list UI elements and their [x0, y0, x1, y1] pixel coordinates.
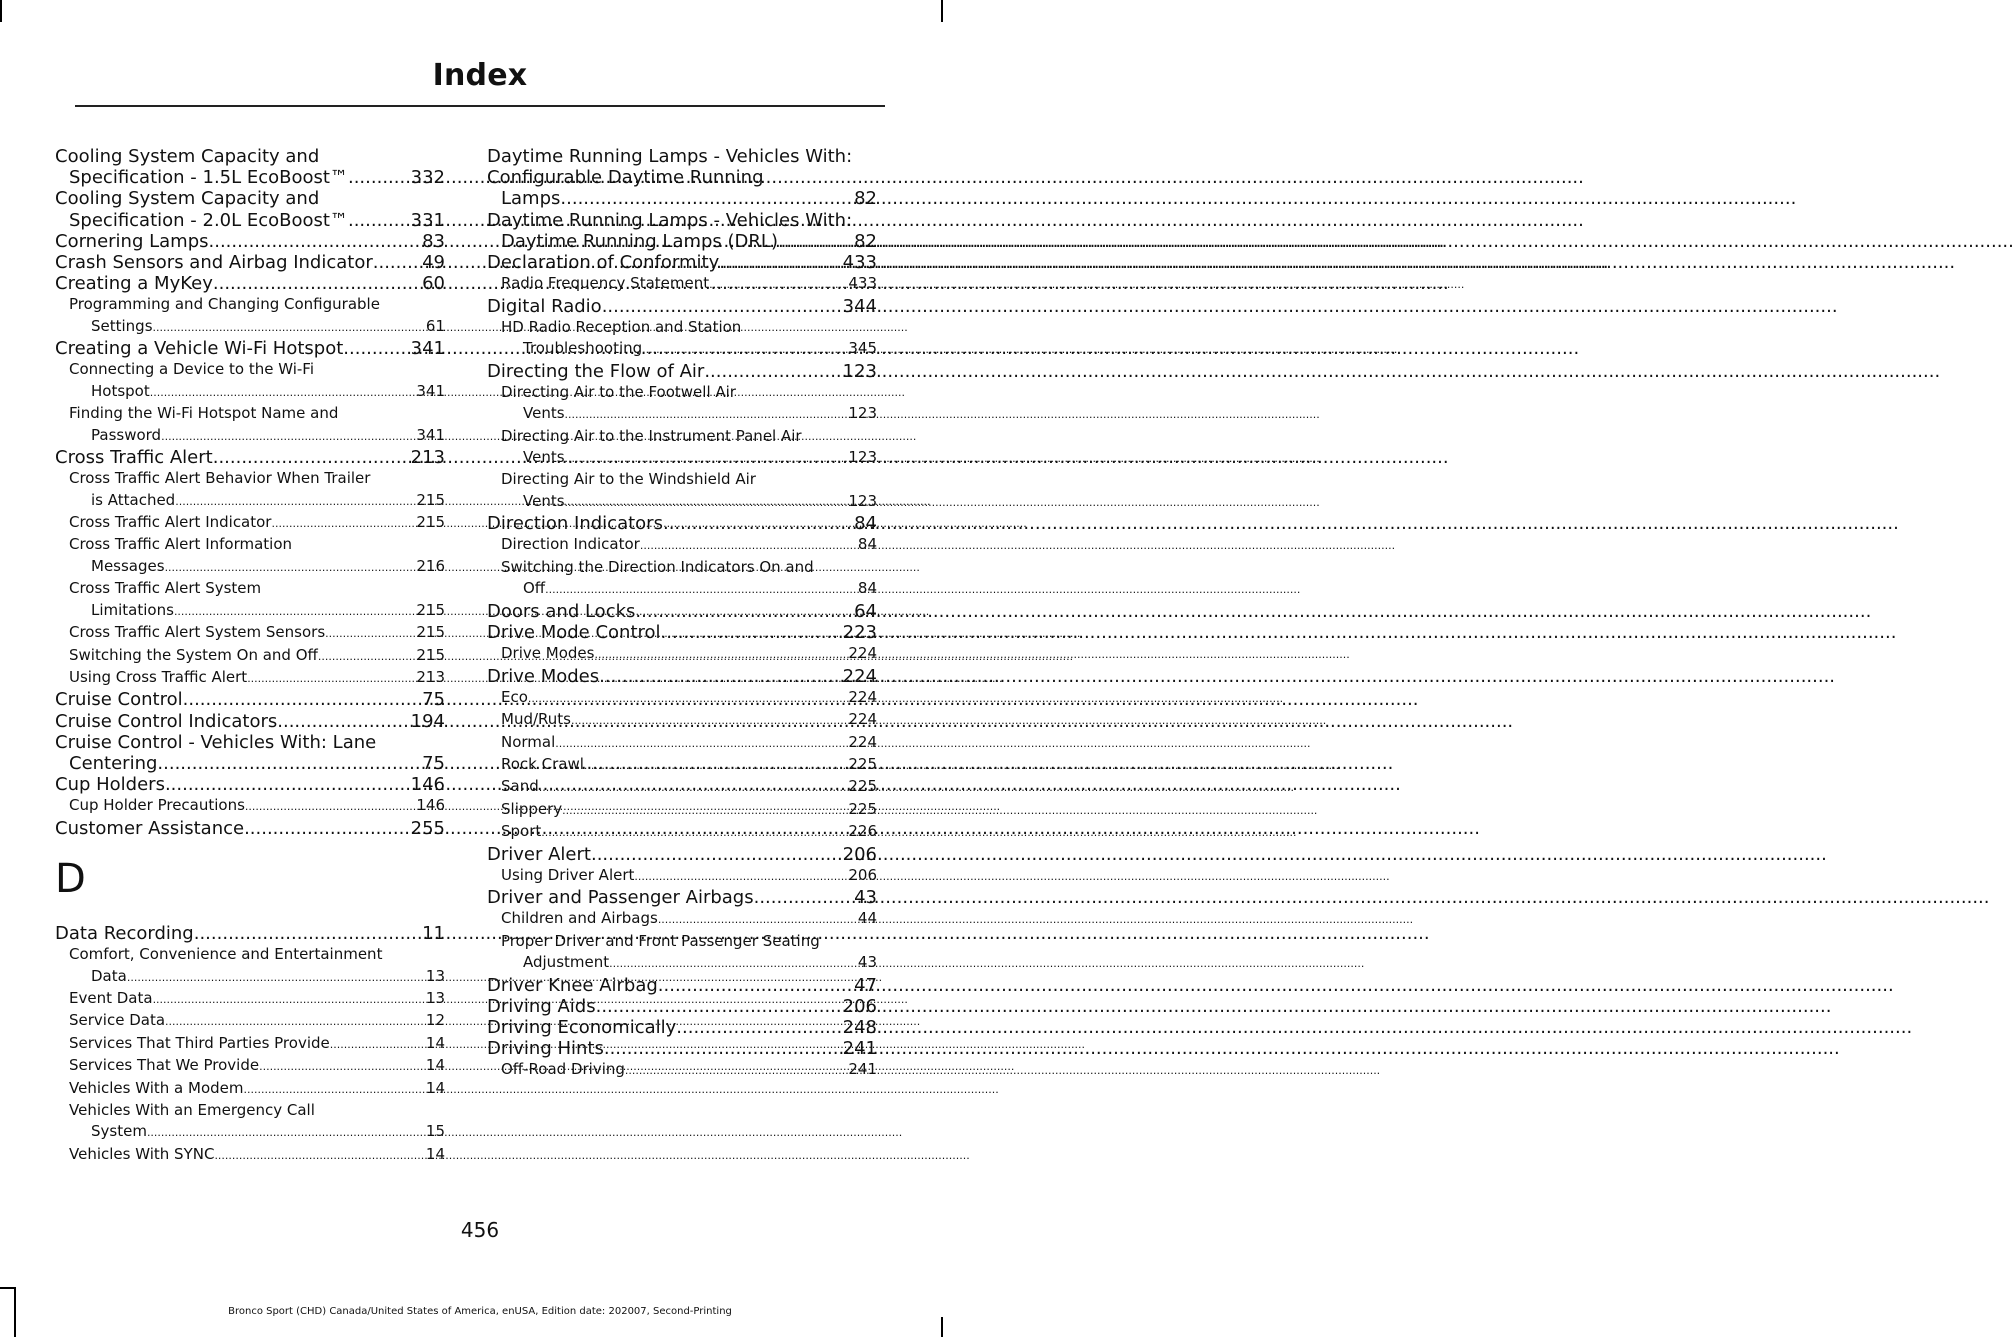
index-subentry[interactable] [487, 643, 877, 665]
index-subentry[interactable] [55, 1010, 445, 1032]
dot-leader [318, 646, 417, 667]
index-subentry[interactable] [487, 426, 877, 470]
entry-label: System [91, 1122, 147, 1141]
index-entry[interactable] [55, 338, 445, 359]
index-subentry[interactable] [55, 1100, 445, 1144]
entry-page-number: 255 [410, 817, 445, 839]
entry-line: Proper Driver and Front Passenger Seating [501, 931, 820, 950]
entry-label: Off [523, 579, 546, 598]
entry-label: Driving Aids [487, 995, 596, 1017]
index-subentry[interactable] [487, 557, 877, 601]
index-entry[interactable] [487, 975, 877, 996]
entry-label: Centering [69, 752, 158, 774]
entry-page-number: 215 [416, 513, 445, 532]
dot-leader [754, 887, 854, 908]
index-subentry[interactable] [487, 469, 877, 513]
entry-page-number: 14 [425, 1078, 445, 1097]
entry-label: Mud/Ruts [501, 710, 571, 729]
index-subentry[interactable] [55, 667, 445, 689]
index-subentry[interactable] [55, 988, 445, 1010]
entry-line: Programming and Changing Configurable [69, 295, 380, 314]
entry-page-number: 248 [842, 1017, 877, 1038]
entry-page-number: 206 [848, 865, 877, 884]
entry-label: Event Data [69, 988, 153, 1007]
entry-label: Customer Assistance [55, 817, 245, 839]
entry-page-number: 64 [854, 600, 877, 622]
dot-leader [194, 923, 422, 944]
dot-leader [594, 644, 848, 665]
entry-label: Children and Airbags [501, 909, 658, 928]
header-rule [75, 105, 885, 107]
entry-label: Data Recording [55, 922, 194, 944]
entry-page-number: 60 [422, 273, 445, 295]
dot-leader [153, 989, 426, 1010]
dot-leader [174, 601, 416, 622]
index-entry[interactable] [487, 210, 877, 252]
dot-leader [343, 338, 410, 359]
entry-page-number: 331 [410, 209, 445, 231]
dot-leader [676, 1017, 842, 1038]
dot-leader [541, 822, 848, 843]
entry-line: Directing Air to the Windshield Air [501, 470, 756, 489]
dot-leader [642, 339, 848, 360]
dot-leader [165, 1011, 426, 1032]
dot-leader [640, 535, 858, 556]
index-subentry[interactable] [55, 645, 445, 667]
entry-page-number: 341 [416, 381, 445, 400]
entry-label: Cruise Control [55, 689, 183, 711]
entry-label: Slippery [501, 799, 563, 818]
dot-leader [348, 167, 411, 188]
index-subentry[interactable] [487, 776, 877, 798]
entry-page-number: 213 [410, 447, 445, 469]
entry-label: Using Driver Alert [501, 865, 635, 884]
index-entry[interactable] [55, 774, 445, 795]
entry-label: Services That We Provide [69, 1056, 260, 1075]
index-entry[interactable] [55, 732, 445, 774]
dot-leader [704, 361, 842, 382]
entry-label: Troubleshooting [523, 339, 643, 358]
index-entry[interactable] [55, 252, 445, 273]
entry-label: Driving Hints [487, 1038, 604, 1060]
index-entry[interactable] [487, 1017, 877, 1038]
entry-page-number: 84 [857, 535, 877, 554]
dot-leader [373, 252, 422, 273]
dot-leader [183, 689, 422, 710]
entry-label: Switching the System On and Off [69, 645, 318, 664]
index-subentry[interactable] [55, 359, 445, 403]
entry-label: Driver and Passenger Airbags [487, 887, 754, 909]
entry-line: Connecting a Device to the Wi-Fi [69, 360, 315, 379]
entry-page-number: 433 [842, 252, 877, 274]
entry-page-number: 241 [842, 1038, 877, 1060]
entry-label: Cross Traffic Alert System Sensors [69, 623, 326, 642]
dot-leader [259, 1056, 426, 1077]
entry-page-number: 146 [410, 774, 445, 796]
index-subentry[interactable] [55, 403, 445, 447]
dot-leader [634, 866, 848, 887]
entry-page-number: 433 [848, 274, 877, 293]
entry-line: Cross Traffic Alert Behavior When Trailer [69, 469, 371, 488]
entry-label: Normal [501, 732, 556, 751]
dot-leader [153, 317, 426, 338]
entry-page-number: 84 [854, 513, 877, 535]
index-entry[interactable] [487, 1038, 877, 1059]
entry-line: Directing Air to the Footwell Air [501, 382, 736, 401]
entry-line: Cross Traffic Alert Information [69, 535, 293, 554]
entry-label: Rock Crawl [501, 754, 584, 773]
entry-page-number: 345 [848, 339, 877, 358]
index-entry[interactable] [55, 231, 445, 252]
entry-label: Daytime Running Lamps (DRL) [501, 230, 778, 252]
index-subentry[interactable] [55, 468, 445, 512]
entry-page-number: 47 [854, 974, 877, 996]
dot-leader [244, 1079, 426, 1100]
crop-mark-bottom-right [941, 1317, 943, 1337]
entry-page-number: 123 [842, 360, 877, 382]
dot-leader [147, 1122, 426, 1143]
dot-leader [562, 800, 848, 821]
index-subentry[interactable] [55, 578, 445, 622]
entry-page-number: 14 [425, 1144, 445, 1163]
index-subentry[interactable] [55, 944, 445, 988]
dot-leader [591, 844, 843, 865]
entry-label: Specification - 2.0L EcoBoost™ [69, 209, 348, 231]
dot-leader [539, 777, 849, 798]
dot-leader [157, 753, 422, 774]
entry-label: Vehicles With SYNC [69, 1144, 215, 1163]
dot-leader [150, 382, 417, 403]
entry-page-number: 216 [416, 556, 445, 575]
dot-leader [528, 688, 848, 709]
entry-line: Vehicles With an Emergency Call [69, 1101, 315, 1119]
entry-page-number: 344 [842, 295, 877, 317]
entry-line: Switching the Direction Indicators On and [501, 557, 814, 576]
entry-label: Drive Modes [487, 665, 600, 687]
entry-page-number: 123 [848, 491, 877, 510]
dot-leader [209, 231, 423, 252]
entry-page-number: 194 [410, 710, 445, 732]
entry-page-number: 206 [842, 995, 877, 1017]
dot-leader [245, 796, 416, 817]
dot-leader [277, 711, 410, 732]
entry-label: Doors and Locks [487, 600, 636, 622]
index-entry[interactable] [487, 252, 877, 273]
dot-leader [778, 231, 854, 252]
section-letter: D [55, 855, 86, 902]
index-subentry[interactable] [487, 317, 877, 361]
entry-label: Hotspot [91, 381, 150, 400]
entry-label: Vents [523, 404, 565, 423]
entry-label: Adjustment [523, 953, 610, 972]
entry-page-number: 14 [425, 1033, 445, 1052]
crop-mark-top-right [941, 0, 943, 22]
entry-page-number: 224 [848, 732, 877, 751]
entry-label: Specification - 1.5L EcoBoost™ [69, 167, 348, 189]
entry-label: Cornering Lamps [55, 230, 209, 252]
dot-leader [709, 274, 848, 295]
index-subentry[interactable] [487, 732, 877, 754]
dot-leader [599, 666, 843, 687]
crop-mark-top-left [0, 0, 2, 22]
entry-line: HD Radio Reception and Station [501, 317, 742, 336]
entry-label: Limitations [91, 600, 174, 619]
entry-label: Using Cross Traffic Alert [69, 667, 248, 686]
entry-page-number: 225 [848, 754, 877, 773]
entry-label: Declaration of Conformity [487, 252, 720, 274]
dot-leader [658, 909, 858, 930]
entry-label: Messages [91, 556, 165, 575]
entry-label: Cup Holder Precautions [69, 796, 245, 815]
index-entry[interactable] [487, 996, 877, 1017]
entry-page-number: 75 [422, 752, 445, 774]
entry-label: Eco [501, 687, 528, 706]
entry-page-number: 223 [842, 621, 877, 643]
entry-page-number: 11 [422, 922, 445, 944]
index-entry[interactable] [55, 146, 445, 188]
dot-leader [127, 967, 426, 988]
index-entry[interactable] [487, 296, 877, 317]
entry-page-number: 82 [854, 188, 877, 210]
dot-leader [658, 975, 854, 996]
dot-leader [213, 273, 422, 294]
crop-mark-bottom-left-h [0, 1287, 16, 1289]
entry-page-number: 14 [425, 1056, 445, 1075]
index-subentry[interactable] [55, 294, 445, 338]
entry-page-number: 43 [857, 953, 877, 972]
index-subentry[interactable] [55, 1055, 445, 1077]
entry-label: Radio Frequency Statement [501, 274, 710, 293]
dot-leader [560, 188, 854, 209]
entry-line: Cooling System Capacity and [55, 188, 320, 210]
index-entry[interactable] [55, 711, 445, 732]
entry-label: Drive Mode Control [487, 621, 661, 643]
entry-label: Data [91, 966, 127, 985]
entry-line: Daytime Running Lamps - Vehicles With: [487, 146, 853, 167]
entry-page-number: 43 [854, 887, 877, 909]
index-subentry[interactable] [55, 1033, 445, 1055]
entry-label: Driving Economically [487, 1017, 677, 1038]
index-entry[interactable] [487, 361, 877, 382]
dot-leader [330, 1034, 426, 1055]
page-title: Index [432, 58, 528, 93]
dot-leader [161, 426, 416, 447]
dot-leader [213, 447, 411, 468]
index-subentry[interactable] [487, 534, 877, 556]
index-entry[interactable] [487, 844, 877, 865]
index-subentry[interactable] [487, 754, 877, 776]
entry-label: Driver Knee Airbag [487, 974, 658, 996]
entry-label: Driver Alert [487, 843, 591, 865]
entry-label: Settings [91, 316, 153, 335]
entry-page-number: 49 [422, 252, 445, 274]
dot-leader [635, 601, 854, 622]
index-entry[interactable] [55, 689, 445, 710]
entry-label: Sand [501, 777, 539, 796]
dot-leader [165, 557, 417, 578]
index-subentry[interactable] [487, 709, 877, 731]
dot-leader [325, 623, 416, 644]
index-column-left [55, 146, 445, 1166]
dot-leader [661, 622, 843, 643]
entry-line: Finding the Wi-Fi Hotspot Name and [69, 404, 339, 423]
entry-label: Direction Indicator [501, 535, 640, 554]
entry-page-number: 224 [842, 665, 877, 687]
entry-line: Configurable Daytime Running [487, 167, 764, 189]
dot-leader [596, 996, 843, 1017]
index-subentry[interactable] [55, 795, 445, 817]
footer-edition-text: Bronco Sport (CHD) Canada/United States of America, enUSA, Edition date: 202007, Second-Printing [228, 1306, 732, 1317]
entry-label: Cross Traffic Alert [55, 447, 213, 469]
index-subentry[interactable] [487, 799, 877, 821]
entry-label: Crash Sensors and Airbag Indicator [55, 252, 373, 274]
entry-page-number: 84 [857, 579, 877, 598]
entry-page-number: 215 [416, 645, 445, 664]
dot-leader [571, 710, 848, 731]
dot-leader [271, 513, 416, 534]
dot-leader [565, 492, 849, 513]
entry-page-number: 341 [410, 338, 445, 360]
entry-label: Services That Third Parties Provide [69, 1033, 330, 1052]
dot-leader [602, 296, 843, 317]
index-subentry[interactable] [55, 622, 445, 644]
entry-label: Cruise Control Indicators [55, 710, 278, 732]
entry-line: Cooling System Capacity and [55, 146, 320, 167]
entry-page-number: 61 [425, 316, 445, 335]
index-subentry[interactable] [487, 1059, 877, 1081]
dot-leader [244, 818, 411, 839]
index-subentry[interactable] [487, 687, 877, 709]
dot-leader [584, 755, 848, 776]
entry-page-number: 82 [854, 230, 877, 252]
dot-leader [625, 1060, 848, 1081]
dot-leader [247, 668, 416, 689]
entry-page-number: 13 [425, 988, 445, 1007]
dot-leader [609, 953, 858, 974]
entry-label: Direction Indicators [487, 513, 663, 535]
entry-page-number: 213 [416, 667, 445, 686]
index-subentry[interactable] [487, 908, 877, 930]
index-entry[interactable] [487, 622, 877, 643]
entry-page-number: 215 [416, 490, 445, 509]
index-subentry[interactable] [487, 821, 877, 843]
dot-leader [165, 774, 411, 795]
entry-label: Sport [501, 822, 542, 841]
index-entry[interactable] [487, 601, 877, 622]
dot-leader [555, 733, 848, 754]
entry-page-number: 15 [425, 1122, 445, 1141]
entry-label: Lamps [501, 188, 561, 210]
entry-label: Digital Radio [487, 295, 602, 317]
entry-page-number: 224 [848, 644, 877, 663]
entry-label: is Attached [91, 490, 176, 509]
entry-page-number: 146 [416, 796, 445, 815]
index-entry[interactable] [55, 447, 445, 468]
entry-line: Cross Traffic Alert System [69, 579, 262, 598]
entry-page-number: 75 [422, 689, 445, 711]
index-entry[interactable] [487, 666, 877, 687]
index-subentry[interactable] [487, 382, 877, 426]
index-column-right [487, 146, 877, 1082]
dot-leader [348, 210, 411, 231]
entry-page-number: 241 [848, 1060, 877, 1079]
entry-page-number: 225 [848, 777, 877, 796]
entry-label: Creating a Vehicle Wi-Fi Hotspot [55, 338, 344, 360]
entry-page-number: 12 [425, 1011, 445, 1030]
entry-page-number: 123 [848, 404, 877, 423]
index-subentry[interactable] [487, 865, 877, 887]
index-subentry[interactable] [487, 273, 877, 295]
entry-label: Service Data [69, 1011, 166, 1030]
entry-label: Vents [523, 491, 565, 510]
entry-label: Directing the Flow of Air [487, 360, 705, 382]
entry-page-number: 123 [848, 448, 877, 467]
index-entry[interactable] [487, 513, 877, 534]
index-entry[interactable] [55, 273, 445, 294]
entry-page-number: 215 [416, 623, 445, 642]
index-subentry[interactable] [55, 512, 445, 534]
index-entry[interactable] [55, 188, 445, 230]
dot-leader [663, 513, 854, 534]
entry-label: Creating a MyKey [55, 273, 213, 295]
index-subentry[interactable] [55, 534, 445, 578]
index-subentry[interactable] [55, 1144, 445, 1166]
entry-page-number: 224 [848, 687, 877, 706]
entry-label: Drive Modes [501, 644, 595, 663]
dot-leader [565, 404, 849, 425]
entry-line: Directing Air to the Instrument Panel Air [501, 426, 802, 445]
index-entry[interactable] [55, 923, 445, 944]
entry-page-number: 215 [416, 600, 445, 619]
entry-label: Cup Holders [55, 774, 165, 796]
entry-page-number: 341 [416, 425, 445, 444]
dot-leader [604, 1038, 843, 1059]
entry-label: Vehicles With a Modem [69, 1078, 244, 1097]
entry-page-number: 226 [848, 822, 877, 841]
dot-leader [175, 491, 416, 512]
entry-line: Comfort, Convenience and Entertainment [69, 945, 383, 964]
dot-leader [565, 448, 849, 469]
page-number: 456 [460, 1218, 500, 1242]
entry-page-number: 83 [422, 230, 445, 252]
dot-leader [545, 579, 858, 600]
index-entry[interactable] [55, 818, 445, 839]
entry-page-number: 225 [848, 799, 877, 818]
entry-page-number: 224 [848, 710, 877, 729]
entry-label: Vents [523, 448, 565, 467]
index-subentry[interactable] [487, 931, 877, 975]
entry-line: Cruise Control - Vehicles With: Lane [55, 731, 377, 753]
index-entry[interactable] [487, 887, 877, 908]
entry-label: Off-Road Driving [501, 1060, 625, 1079]
dot-leader [719, 252, 842, 273]
dot-leader [214, 1145, 425, 1166]
index-entry[interactable] [487, 146, 877, 210]
entry-page-number: 206 [842, 843, 877, 865]
entry-label: Password [91, 425, 162, 444]
entry-page-number: 13 [425, 966, 445, 985]
entry-label: Cross Traffic Alert Indicator [69, 513, 272, 532]
entry-line: Daytime Running Lamps - Vehicles With: [487, 209, 853, 231]
entry-page-number: 44 [857, 909, 877, 928]
index-subentry[interactable] [55, 1078, 445, 1100]
entry-page-number: 332 [410, 167, 445, 189]
